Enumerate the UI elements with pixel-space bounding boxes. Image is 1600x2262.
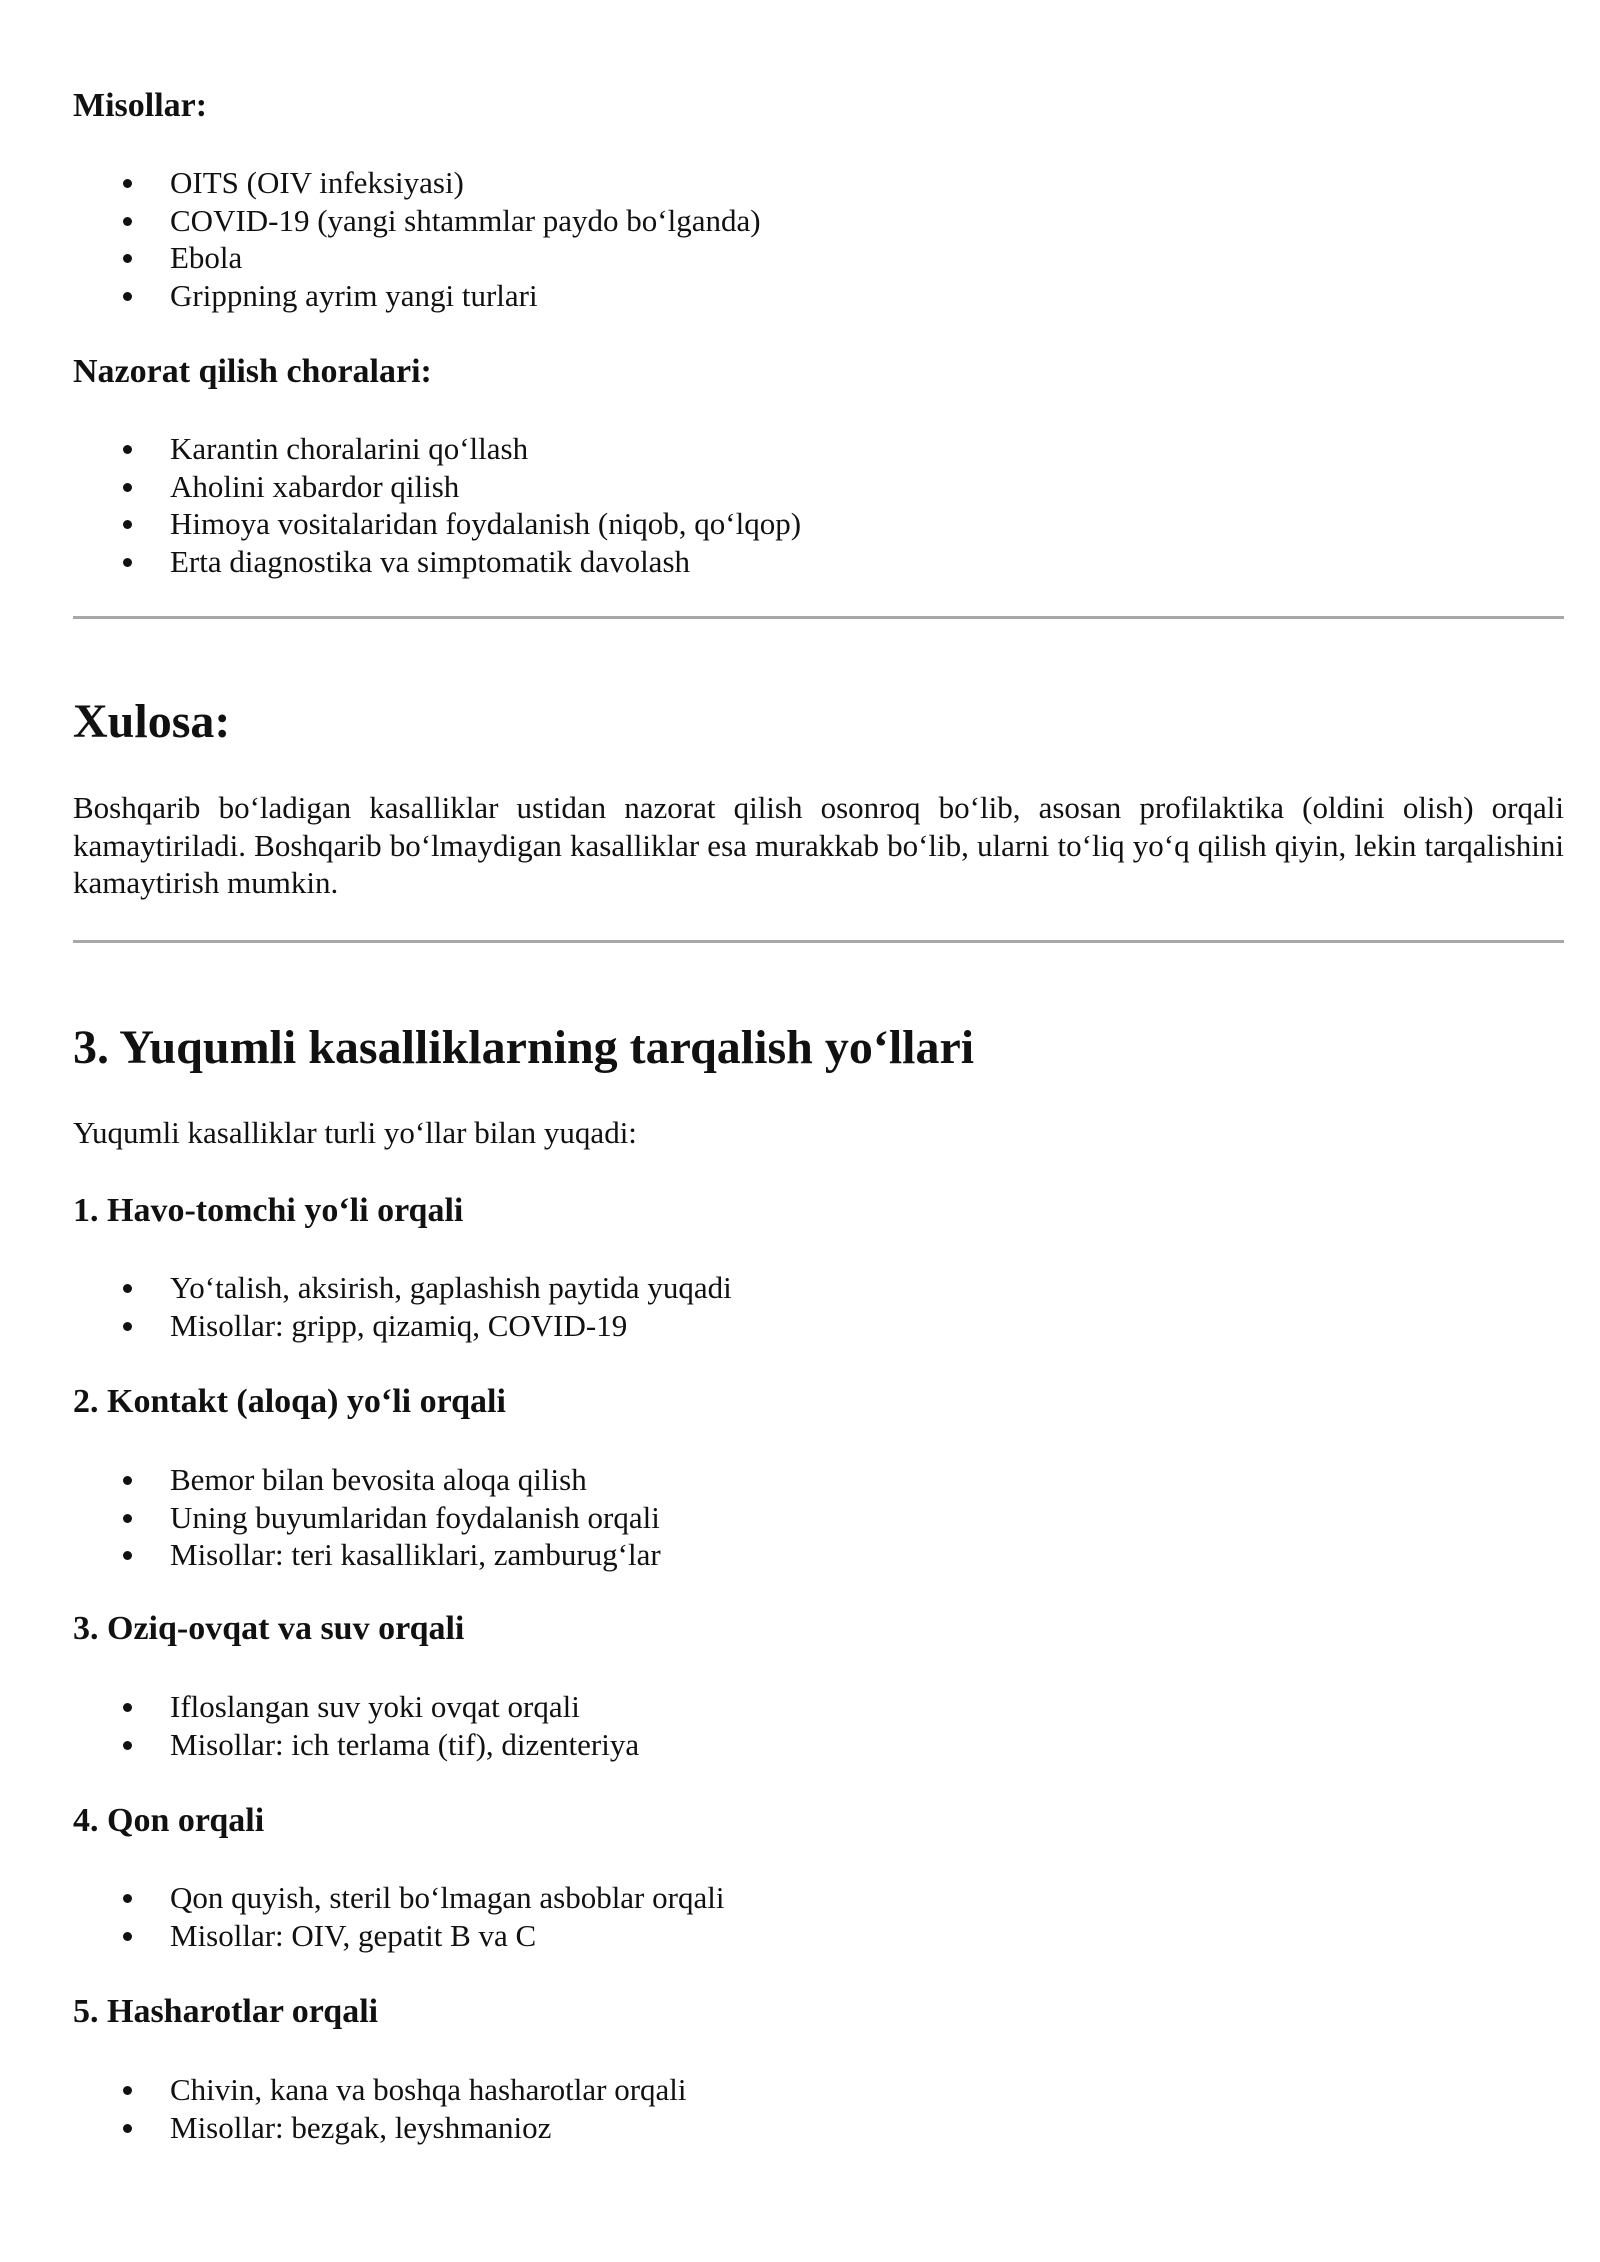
list-item xyxy=(73,430,801,468)
list-item-text: COVID-19 (yangi shtammlar paydo bo‘lganda) xyxy=(170,202,761,238)
conclusion-paragraph: Boshqarib bo‘ladigan kasalliklar ustidan nazorat qilish osonroq bo‘lib, asosan profilaktika (oldini olish) orqali kamaytiriladi. Boshqarib bo‘lmaydigan kasalliklar esa murakkab bo‘lib, ularni to‘liq yo‘q qilish qiyin, lekin tarqalishini kamaytirish mumkin. xyxy=(73,790,1564,900)
bullet-icon xyxy=(123,1322,132,1331)
list-item xyxy=(73,1461,661,1499)
bullet-icon xyxy=(123,1703,132,1712)
route-heading: 3. Oziq-ovqat va suv orqali xyxy=(73,1610,465,1647)
bullet-icon xyxy=(123,292,132,301)
route-heading: 5. Hasharotlar orqali xyxy=(73,1993,379,2030)
section-divider xyxy=(73,940,1564,943)
list-item-text: Yo‘talish, aksirish, gaplashish paytida yuqadi xyxy=(170,1270,732,1305)
list-item-text: Misollar: gripp, qizamiq, COVID-19 xyxy=(170,1307,628,1343)
route-list xyxy=(73,2071,687,2146)
list-item xyxy=(73,543,801,581)
route-heading: 1. Havo-tomchi yo‘li orqali xyxy=(73,1192,464,1229)
list-item-text: Misollar: teri kasalliklari, zamburug‘lar xyxy=(170,1537,661,1572)
list-item xyxy=(73,1269,732,1307)
transmission-intro: Yuqumli kasalliklar turli yo‘llar bilan yuqadi: xyxy=(73,1115,637,1150)
list-item xyxy=(73,1536,661,1574)
control-measures-heading: Nazorat qilish choralari: xyxy=(73,353,432,390)
bullet-icon xyxy=(123,445,132,454)
list-item xyxy=(73,1307,732,1345)
route-heading: 2. Kontakt (aloqa) yo‘li orqali xyxy=(73,1383,506,1420)
list-item-text: Uning buyumlaridan foydalanish orqali xyxy=(170,1499,660,1535)
bullet-icon xyxy=(123,1741,132,1750)
route-list xyxy=(73,1269,732,1344)
list-item xyxy=(73,164,761,202)
bullet-icon xyxy=(123,179,132,188)
bullet-icon xyxy=(123,1894,132,1903)
list-item xyxy=(73,277,761,315)
list-item-text: Ifloslangan suv yoki ovqat orqali xyxy=(170,1689,580,1724)
list-item-text: Karantin choralarini qo‘llash xyxy=(170,431,529,466)
list-item xyxy=(73,2071,687,2109)
list-item-text: Aholini xabardor qilish xyxy=(170,468,460,504)
list-item-text: Erta diagnostika va simptomatik davolash xyxy=(170,543,691,579)
list-item-text: OITS (OIV infeksiyasi) xyxy=(170,165,464,200)
list-item-text: Himoya vositalaridan foydalanish (niqob, qo‘lqop) xyxy=(170,506,802,541)
list-item xyxy=(73,239,761,277)
section-divider xyxy=(73,616,1564,619)
bullet-icon xyxy=(123,1551,132,1560)
bullet-icon xyxy=(123,558,132,567)
bullet-icon xyxy=(123,1514,132,1523)
list-item xyxy=(73,1917,724,1955)
list-item xyxy=(73,2109,687,2147)
list-item xyxy=(73,1499,661,1537)
list-item-text: Chivin, kana va boshqa hasharotlar orqali xyxy=(170,2072,687,2107)
control-measures-list xyxy=(73,430,801,580)
route-heading: 4. Qon orqali xyxy=(73,1802,265,1839)
route-list xyxy=(73,1879,724,1954)
list-item-text: Misollar: ich terlama (tif), dizenteriya xyxy=(170,1726,640,1762)
bullet-icon xyxy=(123,2124,132,2133)
list-item xyxy=(73,202,761,240)
conclusion-heading: Xulosa: xyxy=(73,695,231,748)
list-item xyxy=(73,468,801,506)
list-item-text: Ebola xyxy=(170,240,243,275)
bullet-icon xyxy=(123,1932,132,1941)
bullet-icon xyxy=(123,483,132,492)
list-item-text: Grippning ayrim yangi turlari xyxy=(170,277,538,313)
list-item-text: Misollar: bezgak, leyshmanioz xyxy=(170,2109,552,2145)
list-item xyxy=(73,1688,639,1726)
list-item-text: Qon quyish, steril bo‘lmagan asboblar orqali xyxy=(170,1880,725,1915)
list-item xyxy=(73,1879,724,1917)
examples-heading: Misollar: xyxy=(73,87,208,124)
route-list xyxy=(73,1688,639,1763)
bullet-icon xyxy=(123,1476,132,1485)
list-item xyxy=(73,505,801,543)
list-item-text: Misollar: OIV, gepatit B va C xyxy=(170,1917,537,1953)
route-list xyxy=(73,1461,661,1574)
list-item xyxy=(73,1726,639,1764)
examples-list xyxy=(73,164,761,314)
list-item-text: Bemor bilan bevosita aloqa qilish xyxy=(170,1462,587,1497)
bullet-icon xyxy=(123,217,132,226)
bullet-icon xyxy=(123,520,132,529)
bullet-icon xyxy=(123,1284,132,1293)
bullet-icon xyxy=(123,2086,132,2095)
bullet-icon xyxy=(123,254,132,263)
transmission-heading: 3. Yuqumli kasalliklarning tarqalish yo‘llari xyxy=(73,1021,975,1074)
